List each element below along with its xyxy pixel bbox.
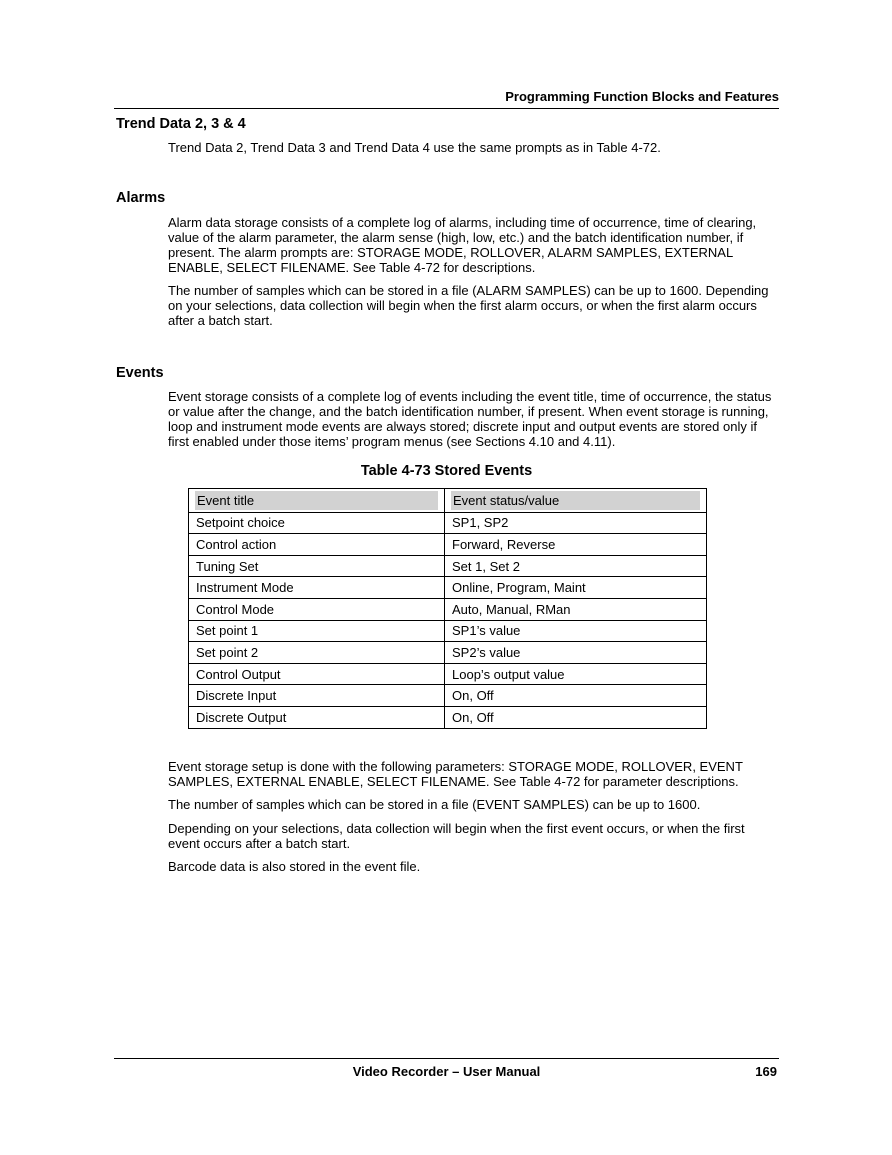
events-paragraph-1: Event storage consists of a complete log of events including the event title, time of occurrence, the status or value after the change, and the batch identification number, if present. When event storage is running, loop and instrument mode events are always stored; discrete input and output events are stored only if first enabled under those items’ program menus (see Sections 4.10 and 4.11). xyxy=(168,389,772,449)
table-row xyxy=(189,534,707,556)
events-paragraph-4: Depending on your selections, data collection will begin when the first event occurs, or when the first event occurs after a batch start. xyxy=(168,821,745,851)
table-cell: Control action xyxy=(189,534,445,556)
table-cell: Set point 1 xyxy=(189,620,445,642)
trend-paragraph: Trend Data 2, Trend Data 3 and Trend Data 4 use the same prompts as in Table 4-72. xyxy=(168,140,661,155)
heading-trend-data: Trend Data 2, 3 & 4 xyxy=(116,116,246,132)
alarms-paragraph-1: Alarm data storage consists of a complete log of alarms, including time of occurrence, time of clearing, value of the alarm parameter, the alarm sense (high, low, etc.) and the batch identification number, if present. The alarm prompts are: STORAGE MODE, ROLLOVER, ALARM SAMPLES, EXTERNAL ENABLE, SELECT FILENAME. See Table 4-72 for descriptions. xyxy=(168,215,757,275)
table-cell: Setpoint choice xyxy=(189,512,445,534)
table-row xyxy=(189,555,707,577)
events-paragraph-5: Barcode data is also stored in the event file. xyxy=(168,859,421,874)
stored-events-table xyxy=(188,488,707,729)
table-row xyxy=(189,663,707,685)
events-paragraph-3: The number of samples which can be stored in a file (EVENT SAMPLES) can be up to 1600. xyxy=(168,797,701,812)
table-cell: Control Mode xyxy=(189,598,445,620)
table-cell: Forward, Reverse xyxy=(445,534,707,556)
table-cell: Auto, Manual, RMan xyxy=(445,598,707,620)
page-header: Programming Function Blocks and Features xyxy=(505,89,779,104)
table-cell: Discrete Input xyxy=(189,685,445,707)
table-cell: SP1’s value xyxy=(445,620,707,642)
table-cell: Tuning Set xyxy=(189,555,445,577)
table-cell: Set point 2 xyxy=(189,642,445,664)
table-row xyxy=(189,642,707,664)
table-cell: Set 1, Set 2 xyxy=(445,555,707,577)
column-header-event-status: Event status/value xyxy=(445,489,707,513)
table-row xyxy=(189,685,707,707)
table-cell: Control Output xyxy=(189,663,445,685)
table-row xyxy=(189,706,707,728)
table-cell: Discrete Output xyxy=(189,706,445,728)
table-cell: On, Off xyxy=(445,706,707,728)
alarms-paragraph-2: The number of samples which can be stored in a file (ALARM SAMPLES) can be up to 1600. Depending on your selections, data collection will begin when the first alarm occurs, or when the first alarm occurs after a batch start. xyxy=(168,283,769,328)
table-header-row xyxy=(189,489,707,513)
table-cell: Instrument Mode xyxy=(189,577,445,599)
footer-document-title: Video Recorder – User Manual xyxy=(352,1064,541,1079)
heading-alarms: Alarms xyxy=(116,190,166,206)
table-row xyxy=(189,598,707,620)
page-number: 169 xyxy=(755,1064,777,1079)
table-row xyxy=(189,577,707,599)
table-row xyxy=(189,620,707,642)
table-cell: Online, Program, Maint xyxy=(445,577,707,599)
table-cell: SP1, SP2 xyxy=(445,512,707,534)
table-cell: Loop’s output value xyxy=(445,663,707,685)
footer-rule xyxy=(114,1058,779,1059)
column-header-event-title: Event title xyxy=(189,489,445,513)
events-paragraph-2: Event storage setup is done with the following parameters: STORAGE MODE, ROLLOVER, EVENT SAMPLES, EXTERNAL ENABLE, SELECT FILENAME. See Table 4-72 for parameter descriptions. xyxy=(168,759,743,789)
table-cell: SP2’s value xyxy=(445,642,707,664)
heading-events: Events xyxy=(116,365,164,381)
header-rule xyxy=(114,108,779,109)
table-cell: On, Off xyxy=(445,685,707,707)
table-caption: Table 4-73 Stored Events xyxy=(360,463,533,479)
table-row xyxy=(189,512,707,534)
